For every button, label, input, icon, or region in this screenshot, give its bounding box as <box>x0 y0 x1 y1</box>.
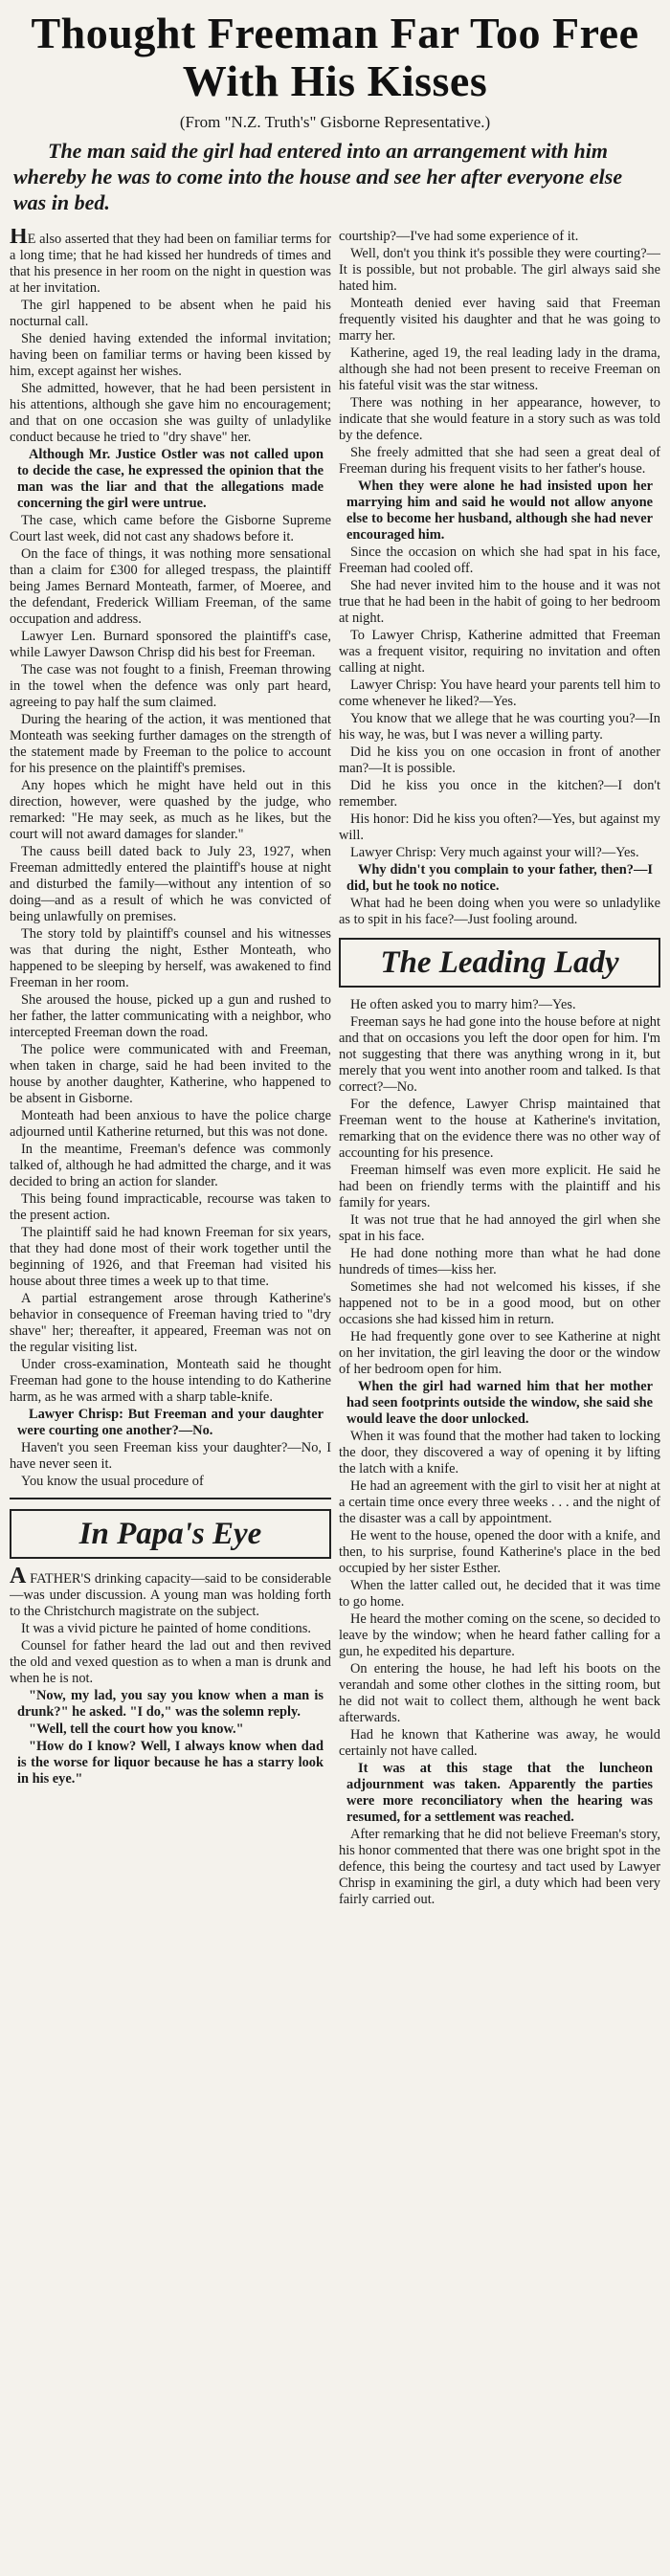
article-paragraph <box>10 1721 331 1738</box>
paragraph-text: She aroused the house, picked up a gun and rushed to her father, the latter communicating with a neighbor, who intercepted Freeman down the road. <box>10 992 331 1040</box>
paragraph-text: She admitted, however, that he had been persistent in his attentions, although she gave him no encouragement; and that on one occasion she was guilty of unladylike conduct because he tried to "dry shave" her. <box>10 381 331 445</box>
paragraph-text: A partial estrangement arose through Katherine's behavior in consequence of Freeman having tried to "dry shave" her; thereafter, it appeared, Freeman was not on the regular visiting list. <box>10 1291 331 1355</box>
article-paragraph <box>339 1329 660 1378</box>
paragraph-text: Lawyer Chrisp: You have heard your parents tell him to come whenever he liked?—Yes. <box>339 677 660 709</box>
paragraph-text: The case was not fought to a finish, Freeman throwing in the towel when the defence was only part heard, agreeing to pay half the sum claimed. <box>10 662 331 710</box>
paragraph-text: The police were communicated with and Freeman, when taken in charge, said he had been invited to the house by another daughter, Katherine, who happened to be absent in Gisborne. <box>10 1042 331 1106</box>
article-paragraph <box>339 896 660 928</box>
paragraph-text: After remarking that he did not believe Freeman's story, his honor commented that there was one bright spot in the defence, this being the courtesy and tact used by Lawyer Chrisp in examining the girl, a duty which had been very fairly carried out. <box>339 1827 660 1907</box>
paragraph-text: During the hearing of the action, it was mentioned that Monteath was seeking further damages on the strength of the statement made by Freeman to the police to account for his presence on the plaintiff's premises. <box>10 712 331 776</box>
article-paragraph <box>339 478 660 544</box>
paragraph-text: FATHER'S drinking capacity—said to be considerable—was under discussion. A young man was holding forth to the Christchurch magistrate on the subject. <box>10 1571 331 1619</box>
article-paragraph <box>10 712 331 777</box>
paragraph-text: "Now, my lad, you say you know when a man is drunk?" he asked. "I do," was the solemn reply. <box>17 1688 324 1720</box>
article-paragraph <box>10 1225 331 1290</box>
paragraph-text: The story told by plaintiff's counsel and his witnesses was that during the night, Esther Monteath, who happened to be sleeping by herself, was awakened to find Freeman in her room. <box>10 926 331 990</box>
article-paragraph <box>339 1212 660 1245</box>
subhead-papas-eye <box>10 1509 331 1559</box>
article-paragraph <box>339 1478 660 1527</box>
paragraph-text: E also asserted that they had been on familiar terms for a long time; that he had kissed her hundreds of times and that his presence in her room on the night in question was at her invitation. <box>10 232 331 296</box>
article-paragraph <box>10 1191 331 1224</box>
article-paragraph <box>339 544 660 577</box>
article-paragraph <box>339 845 660 861</box>
headline-line-2: With His Kisses <box>182 56 488 105</box>
article-paragraph <box>10 298 331 330</box>
article-paragraph <box>10 629 331 661</box>
paragraph-text: Since the occasion on which she had spat in his face, Freeman had cooled off. <box>339 544 660 576</box>
article-paragraph <box>339 1727 660 1760</box>
section-rule <box>10 1498 331 1499</box>
article-paragraph <box>10 1440 331 1473</box>
paragraph-text: To Lawyer Chrisp, Katherine admitted that Freeman was a frequent visitor, requiring no invitation and often calling at night. <box>339 628 660 676</box>
paragraph-text: He went to the house, opened the door with a knife, and then, to his surprise, found Katherine's place in the bed occupied by her sister Esther. <box>339 1528 660 1576</box>
paragraph-text: She freely admitted that she had seen a great deal of Freeman during his frequent visits to her father's house. <box>339 445 660 477</box>
article-paragraph <box>10 778 331 843</box>
article-paragraph <box>10 447 331 512</box>
article-paragraph <box>10 1564 331 1620</box>
paragraph-text: The girl happened to be absent when he paid his nocturnal call. <box>10 298 331 329</box>
paragraph-text: He heard the mother coming on the scene, so decided to leave by the window; when he heard father calling for a gun, he expedited his departure. <box>339 1611 660 1659</box>
paragraph-text: In the meantime, Freeman's defence was commonly talked of, although he had admitted the charge, and it was decided to bring an action for slander. <box>10 1142 331 1189</box>
paragraph-text: He had frequently gone over to see Katherine at night on her invitation, the girl leaving the door or the window of her bedroom open for him. <box>339 1329 660 1377</box>
article-paragraph <box>339 744 660 777</box>
byline: (From "N.Z. Truth's" Gisborne Representative.) <box>179 113 491 131</box>
paragraph-text: Had he known that Katherine was away, he would certainly not have called. <box>339 1727 660 1759</box>
article-paragraph <box>10 1142 331 1190</box>
article-paragraph <box>339 1163 660 1211</box>
paragraph-text: courtship?—I've had some experience of it. <box>339 229 579 244</box>
drop-cap: A <box>10 1564 27 1588</box>
paragraph-text: Monteath had been anxious to have the police charge adjourned until Katherine returned, but this was not done. <box>10 1108 331 1140</box>
article-paragraph <box>339 862 660 895</box>
article-columns <box>10 229 660 2564</box>
article-paragraph <box>10 992 331 1041</box>
paragraph-text: Lawyer Chrisp: But Freeman and your daughter were courting one another?—No. <box>17 1407 324 1438</box>
article-paragraph <box>10 381 331 446</box>
article-paragraph <box>339 1611 660 1660</box>
article-paragraph <box>339 229 660 245</box>
article-paragraph <box>10 844 331 925</box>
article-paragraph <box>10 1638 331 1687</box>
subhead-text: The Leading Lady <box>380 945 619 980</box>
article-paragraph <box>10 546 331 628</box>
paragraph-text: Although Mr. Justice Ostler was not called upon to decide the case, he expressed the opinion that the man was the liar and that the allegations made concerning the girl were untrue. <box>17 447 324 511</box>
paragraph-text: Under cross-examination, Monteath said he thought Freeman had gone to the house intending to do Katherine harm, as he was armed with a sharp table-knife. <box>10 1357 331 1405</box>
article-paragraph <box>339 997 660 1013</box>
paragraph-text: You know that we allege that he was courting you?—In his way, he was, but I was never a willing party. <box>339 711 660 743</box>
article-paragraph <box>339 628 660 677</box>
article-paragraph <box>10 1042 331 1107</box>
paragraph-text: Freeman says he had gone into the house before at night and that on occasions you left the door open for him. I'm not suggesting that there was anything wrong in it, but merely that you went into another room and talked. Is that correct?—No. <box>339 1014 660 1095</box>
paragraph-text: Well, don't you think it's possible they were courting?—It is possible, but not probable. The girl always said she hated him. <box>339 246 660 294</box>
paragraph-text: It was a vivid picture he painted of home conditions. <box>21 1621 311 1636</box>
paragraph-text: Did he kiss you once in the kitchen?—I don't remember. <box>339 778 660 810</box>
article-paragraph <box>339 578 660 627</box>
paragraph-text: When they were alone he had insisted upon her marrying him and said he would not allow anyone else to become her husband, although she had never encouraged him. <box>346 478 653 543</box>
article-paragraph <box>339 246 660 295</box>
headline <box>10 10 660 105</box>
paragraph-text: You know the usual procedure of <box>21 1474 204 1489</box>
paragraph-text: When the latter called out, he decided that it was time to go home. <box>339 1578 660 1610</box>
article-paragraph <box>10 513 331 545</box>
article-paragraph <box>10 1688 331 1721</box>
paragraph-text: The causs beill dated back to July 23, 1927, when Freeman admittedly entered the plaintiff's house at night and disturbed the family—without any intention of so doing—and as a result of which he was convicted of being unlawfully on premises. <box>10 844 331 924</box>
article-paragraph <box>339 1578 660 1610</box>
dek: The man said the girl had entered into an arrangement with him whereby he was to come into the house and see her after everyone else was in bed. <box>13 139 623 214</box>
article-paragraph <box>339 1528 660 1577</box>
paragraph-text: This being found impracticable, recourse was taken to the present action. <box>10 1191 331 1223</box>
article-paragraph <box>339 1246 660 1278</box>
paragraph-text: When the girl had warned him that her mother had seen footprints outside the window, she said she would leave the door unlocked. <box>346 1379 653 1427</box>
article-paragraph <box>10 331 331 380</box>
paragraph-text: Any hopes which he might have held out in this direction, however, were quashed by the judge, who remarked: "He may seek, as much as he likes, but the court will not award damages for slander." <box>10 778 331 842</box>
article-paragraph <box>339 1379 660 1428</box>
paragraph-text: On entering the house, he had left his boots on the verandah and some other clothes in the sitting room, but he did not wait to collect them, although he went back afterwards. <box>339 1661 660 1725</box>
article-paragraph <box>339 445 660 477</box>
article-paragraph <box>339 395 660 444</box>
paragraph-text: It was not true that he had annoyed the girl when she spat in his face. <box>339 1212 660 1244</box>
article-paragraph <box>339 1014 660 1096</box>
article-paragraph <box>10 1407 331 1439</box>
article-paragraph <box>339 1827 660 1908</box>
paragraph-text: For the defence, Lawyer Chrisp maintained that Freeman went to the house at Katherine's invitation, remarking that on the evidence there was no other way of accounting for his presence. <box>339 1097 660 1161</box>
paragraph-text: His honor: Did he kiss you often?—Yes, but against my will. <box>339 811 660 843</box>
article-paragraph <box>10 662 331 711</box>
paragraph-text: She had never invited him to the house and it was not true that he had been in the habit of going to her bedroom at night. <box>339 578 660 626</box>
article-paragraph <box>10 926 331 991</box>
article-paragraph <box>339 1429 660 1477</box>
article-paragraph <box>339 1097 660 1162</box>
article-paragraph <box>339 811 660 844</box>
article-paragraph <box>10 1739 331 1788</box>
paragraph-text: Monteath denied ever having said that Freeman frequently visited his daughter and that he was going to marry her. <box>339 296 660 344</box>
paragraph-text: Lawyer Len. Burnard sponsored the plaintiff's case, while Lawyer Dawson Chrisp did his best for Freeman. <box>10 629 331 660</box>
right-column <box>339 229 660 2564</box>
paragraph-text: Why didn't you complain to your father, then?—I did, but he took no notice. <box>346 862 653 894</box>
paragraph-text: He had done nothing more than what he had done hundreds of times—kiss her. <box>339 1246 660 1277</box>
paragraph-text: "How do I know? Well, I always know when dad is the worse for liquor because he has a starry look in his eye." <box>17 1739 324 1787</box>
article-paragraph <box>10 229 331 297</box>
article-paragraph <box>339 778 660 811</box>
article-paragraph <box>10 1357 331 1406</box>
paragraph-text: There was nothing in her appearance, however, to indicate that she would feature in a story such as was told by the defence. <box>339 395 660 443</box>
paragraph-text: Counsel for father heard the lad out and then revived the old and vexed question as to when a man is drunk and when he is not. <box>10 1638 331 1686</box>
paragraph-text: On the face of things, it was nothing more sensational than a claim for £300 for alleged trespass, the plaintiff being James Bernard Monteath, farmer, of Moeree, and the defendant, Frederick William Freeman, of the same occupation and address. <box>10 546 331 627</box>
article-paragraph <box>339 1279 660 1328</box>
paragraph-text: Katherine, aged 19, the real leading lady in the drama, although she had not been present to receive Freeman on his fateful visit was the star witness. <box>339 345 660 393</box>
article-paragraph <box>339 296 660 344</box>
article-paragraph <box>10 1474 331 1490</box>
article-paragraph <box>339 1661 660 1726</box>
article-paragraph <box>10 1108 331 1141</box>
paragraph-text: What had he been doing when you were so unladylike as to spit in his face?—Just fooling around. <box>339 896 660 927</box>
paragraph-text: "Well, tell the court how you know." <box>29 1721 244 1737</box>
headline-line-1: Thought Freeman Far Too Free <box>31 9 639 57</box>
left-column <box>10 229 331 2564</box>
article-paragraph <box>10 1621 331 1637</box>
article-paragraph <box>10 1291 331 1356</box>
paragraph-text: He often asked you to marry him?—Yes. <box>350 997 576 1012</box>
paragraph-text: Lawyer Chrisp: Very much against your will?—Yes. <box>350 845 639 860</box>
subhead-text: In Papa's Eye <box>78 1517 262 1551</box>
paragraph-text: It was at this stage that the luncheon adjournment was taken. Apparently the parties were more reconciliatory when the hearing was resumed, for a settlement was reached. <box>346 1761 653 1825</box>
article-paragraph <box>339 345 660 394</box>
article-paragraph <box>339 711 660 744</box>
paragraph-text: Haven't you seen Freeman kiss your daughter?—No, I have never seen it. <box>10 1440 331 1472</box>
paragraph-text: She denied having extended the informal invitation; having been on familiar terms or having been kissed by him, except against her wishes. <box>10 331 331 379</box>
article-paragraph <box>339 677 660 710</box>
article-paragraph <box>339 1761 660 1826</box>
paragraph-text: When it was found that the mother had taken to locking the door, they discovered a way of opening it by lifting the latch with a knife. <box>339 1429 660 1477</box>
paragraph-text: The plaintiff said he had known Freeman for six years, that they had done most of their work together until the beginning of 1926, and that Freeman had visited his house about three times a week up to that time. <box>10 1225 331 1289</box>
paragraph-text: Did he kiss you on one occasion in front of another man?—It is possible. <box>339 744 660 776</box>
paragraph-text: Freeman himself was even more explicit. He said he had been on friendly terms with the plaintiff and his family for years. <box>339 1163 660 1210</box>
paragraph-text: He had an agreement with the girl to visit her at night at a certain time once every three weeks . . . and the night of the disaster was a call by appointment. <box>339 1478 660 1526</box>
paragraph-text: The case, which came before the Gisborne Supreme Court last week, did not cast any shadows before it. <box>10 513 331 544</box>
drop-cap: H <box>10 229 28 249</box>
paragraph-text: Sometimes she had not welcomed his kisses, if she happened not to be in a good mood, but on other occasions she had kissed him in return. <box>339 1279 660 1327</box>
subhead-leading-lady <box>339 938 660 988</box>
